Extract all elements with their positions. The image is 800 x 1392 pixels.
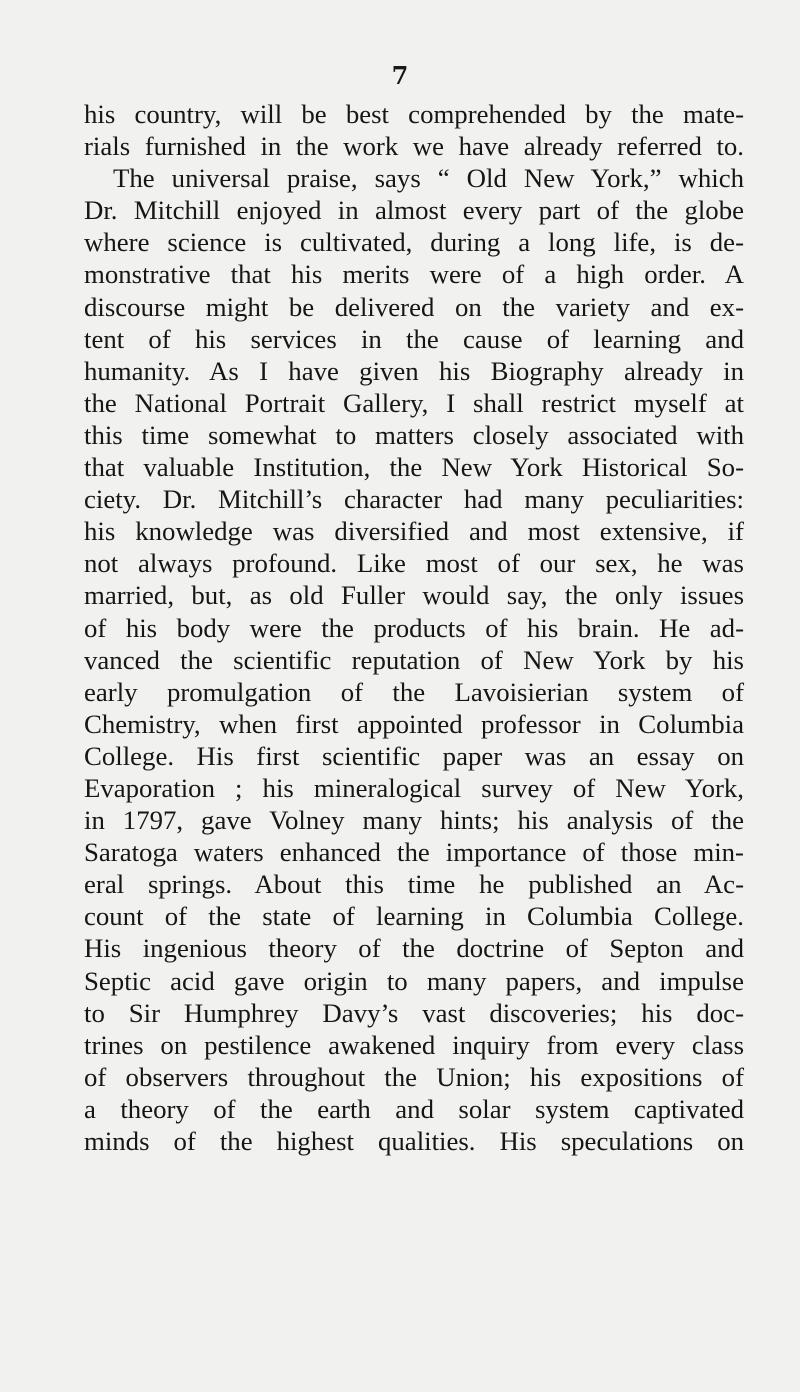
- page-number: 7: [391, 61, 409, 90]
- text-line: married, but, as old Fuller would say, the only issues: [84, 580, 744, 611]
- text-line: in 1797, gave Volney many hints; his analysis of the: [84, 805, 744, 836]
- text-line: of observers throughout the Union; his expositions of: [84, 1061, 744, 1092]
- text-line: Septic acid gave origin to many papers, and impulse: [84, 965, 744, 996]
- text-line: discourse might be delivered on the variety and ex-: [84, 291, 744, 322]
- text-line: rials furnished in the work we have already referred to.: [84, 131, 744, 162]
- text-line: minds of the highest qualities. His speculations on: [84, 1126, 744, 1156]
- text-line: count of the state of learning in Columbia College.: [84, 901, 744, 932]
- text-line: not always profound. Like most of our sex, he was: [84, 548, 744, 579]
- text-line: Chemistry, when first appointed professor in Columbia: [84, 708, 744, 739]
- text-line: the National Portrait Gallery, I shall restrict myself at: [84, 387, 744, 418]
- text-line: humanity. As I have given his Biography already in: [84, 355, 744, 386]
- text-line: eral springs. About this time he published an Ac-: [84, 869, 744, 900]
- text-line: of his body were the products of his brain. He ad-: [84, 612, 744, 643]
- text-line: tent of his services in the cause of learning and: [84, 323, 744, 354]
- text-line: College. His first scientific paper was an essay on: [84, 740, 744, 771]
- text-line: Saratoga waters enhanced the importance of those min-: [84, 837, 744, 868]
- text-line: to Sir Humphrey Davy’s vast discoveries; his doc-: [84, 997, 744, 1028]
- text-line: his country, will be best comprehended by the mate-: [84, 99, 744, 129]
- text-line: where science is cultivated, during a long life, is de-: [84, 227, 744, 258]
- text-line: ciety. Dr. Mitchill’s character had many peculiarities:: [84, 484, 744, 515]
- text-line: vanced the scientific reputation of New York by his: [84, 644, 744, 675]
- text-line: trines on pestilence awakened inquiry from every class: [84, 1029, 744, 1060]
- text-line: His ingenious theory of the doctrine of Septon and: [84, 933, 744, 964]
- text-line: a theory of the earth and solar system captivated: [84, 1093, 744, 1124]
- text-line: The universal praise, says “ Old New York,” which: [113, 163, 744, 194]
- text-line: this time somewhat to matters closely associated with: [84, 419, 744, 450]
- text-line: Evaporation ; his mineralogical survey of New York,: [84, 772, 744, 803]
- text-line: Dr. Mitchill enjoyed in almost every part of the globe: [84, 195, 744, 226]
- body-text: [84, 98, 744, 1157]
- text-line: early promulgation of the Lavoisierian system of: [84, 676, 744, 707]
- text-line: monstrative that his merits were of a high order. A: [84, 259, 744, 290]
- text-line: his knowledge was diversified and most extensive, if: [84, 516, 744, 547]
- text-line: that valuable Institution, the New York Historical So-: [84, 452, 744, 483]
